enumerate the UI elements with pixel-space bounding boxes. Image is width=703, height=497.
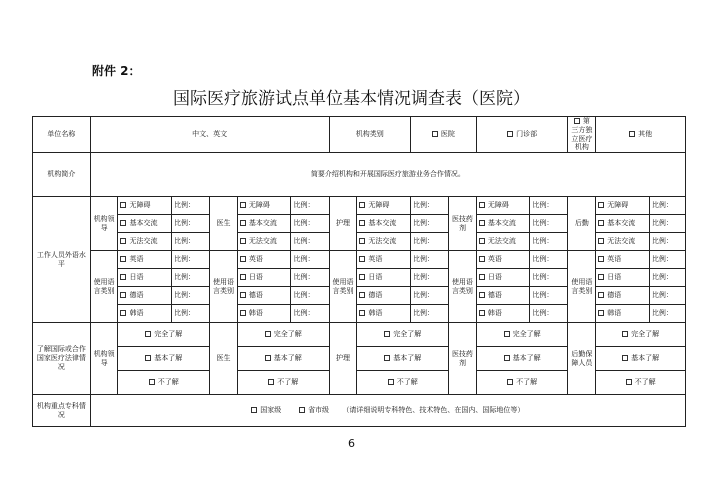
ratio-field[interactable]: 比例： bbox=[530, 215, 568, 233]
ratio-field[interactable]: 比例： bbox=[291, 269, 329, 287]
knowledge-option[interactable]: 基本了解 bbox=[476, 347, 568, 371]
checkbox-icon[interactable] bbox=[359, 274, 365, 280]
language-option[interactable]: 英语 bbox=[357, 251, 411, 269]
checkbox-icon[interactable] bbox=[507, 379, 513, 385]
checkbox-icon[interactable] bbox=[149, 379, 155, 385]
checkbox-icon[interactable] bbox=[598, 292, 604, 298]
group-medtech: 医技药剂 bbox=[449, 197, 477, 251]
page-title: 国际医疗旅游试点单位基本情况调查表（医院） bbox=[173, 89, 530, 109]
lang-use-label: 使用语言类别 bbox=[329, 251, 357, 323]
ratio-field[interactable]: 比例： bbox=[649, 269, 685, 287]
knowledge-option[interactable]: 完全了解 bbox=[118, 323, 210, 347]
ratio-field[interactable]: 比例： bbox=[649, 215, 685, 233]
ratio-field[interactable]: 比例： bbox=[530, 197, 568, 215]
checkbox-icon[interactable] bbox=[120, 274, 126, 280]
knowledge-option[interactable]: 不了解 bbox=[357, 371, 449, 395]
ratio-field[interactable]: 比例： bbox=[172, 215, 210, 233]
group-doctors: 医生 bbox=[210, 197, 238, 251]
row-intro bbox=[33, 153, 686, 197]
option-other[interactable]: 其他 bbox=[596, 117, 686, 153]
category-label: 机构类别 bbox=[329, 117, 410, 153]
group-nursing: 护理 bbox=[329, 323, 357, 395]
language-option[interactable]: 韩语 bbox=[476, 305, 530, 323]
knowledge-option[interactable]: 基本了解 bbox=[237, 347, 329, 371]
checkbox-icon[interactable] bbox=[622, 331, 628, 337]
level-option[interactable]: 无法交流 bbox=[118, 233, 172, 251]
group-logistics: 后勤 bbox=[568, 197, 596, 251]
ratio-field[interactable]: 比例： bbox=[649, 287, 685, 305]
checkbox-icon[interactable] bbox=[622, 355, 628, 361]
ratio-field[interactable]: 比例： bbox=[530, 287, 568, 305]
checkbox-icon[interactable] bbox=[384, 331, 390, 337]
language-option[interactable]: 英语 bbox=[237, 251, 291, 269]
language-option[interactable]: 韩语 bbox=[357, 305, 411, 323]
language-option[interactable]: 德语 bbox=[476, 287, 530, 305]
language-option[interactable]: 日语 bbox=[476, 269, 530, 287]
ratio-field[interactable]: 比例： bbox=[410, 215, 448, 233]
checkbox-icon[interactable] bbox=[629, 131, 635, 137]
option-provincial[interactable]: 省市级 bbox=[299, 406, 329, 414]
knowledge-option[interactable]: 基本了解 bbox=[596, 347, 686, 371]
unit-name-label: 单位名称 bbox=[33, 117, 91, 153]
checkbox-icon[interactable] bbox=[626, 379, 632, 385]
level-option[interactable]: 基本交流 bbox=[118, 215, 172, 233]
level-option[interactable]: 无法交流 bbox=[237, 233, 291, 251]
level-option[interactable]: 无法交流 bbox=[596, 233, 650, 251]
staff-level-row bbox=[33, 197, 686, 215]
ratio-field[interactable]: 比例： bbox=[172, 269, 210, 287]
group-nursing: 护理 bbox=[329, 197, 357, 251]
checkbox-icon[interactable] bbox=[251, 407, 257, 413]
knowledge-option[interactable]: 不了解 bbox=[596, 371, 686, 395]
language-option[interactable]: 日语 bbox=[237, 269, 291, 287]
group-doctors: 医生 bbox=[210, 323, 238, 395]
knowledge-option[interactable]: 基本了解 bbox=[118, 347, 210, 371]
checkbox-icon[interactable] bbox=[240, 202, 246, 208]
attachment-label: 附件 2： bbox=[92, 64, 141, 78]
ratio-field[interactable]: 比例： bbox=[410, 197, 448, 215]
intro-label: 机构简介 bbox=[33, 153, 91, 197]
checkbox-icon[interactable] bbox=[299, 407, 305, 413]
checkbox-icon[interactable] bbox=[359, 292, 365, 298]
ratio-field[interactable]: 比例： bbox=[172, 251, 210, 269]
knowledge-option[interactable]: 完全了解 bbox=[357, 323, 449, 347]
page-number: 6 bbox=[348, 437, 355, 450]
lang-use-label: 使用语言类别 bbox=[90, 251, 118, 323]
group-medtech: 医技药剂 bbox=[449, 323, 477, 395]
language-option[interactable]: 韩语 bbox=[118, 305, 172, 323]
checkbox-icon[interactable] bbox=[120, 238, 126, 244]
checkbox-icon[interactable] bbox=[240, 256, 246, 262]
ratio-field[interactable]: 比例： bbox=[291, 233, 329, 251]
level-option[interactable]: 无法交流 bbox=[357, 233, 411, 251]
ratio-field[interactable]: 比例： bbox=[649, 197, 685, 215]
knowledge-option[interactable]: 不了解 bbox=[237, 371, 329, 395]
language-option[interactable]: 德语 bbox=[118, 287, 172, 305]
checkbox-icon[interactable] bbox=[240, 274, 246, 280]
lang-use-label: 使用语言类别 bbox=[210, 251, 238, 323]
checkbox-icon[interactable] bbox=[359, 220, 365, 226]
ratio-field[interactable]: 比例： bbox=[410, 287, 448, 305]
ratio-field[interactable]: 比例： bbox=[172, 305, 210, 323]
ratio-field[interactable]: 比例： bbox=[530, 251, 568, 269]
option-third-party[interactable]: 第三方独立医疗机构 bbox=[568, 117, 596, 153]
survey-table bbox=[32, 116, 686, 427]
language-option[interactable]: 英语 bbox=[118, 251, 172, 269]
ratio-field[interactable]: 比例： bbox=[530, 305, 568, 323]
checkbox-icon[interactable] bbox=[479, 310, 485, 316]
checkbox-icon[interactable] bbox=[120, 292, 126, 298]
staff-language-row bbox=[33, 251, 686, 269]
checkbox-icon[interactable] bbox=[479, 220, 485, 226]
staff-language-label: 工作人员外语水平 bbox=[33, 197, 91, 323]
level-option[interactable]: 无障碍 bbox=[357, 197, 411, 215]
level-option[interactable]: 基本交流 bbox=[596, 215, 650, 233]
knowledge-row bbox=[33, 323, 686, 347]
ratio-field[interactable]: 比例： bbox=[291, 251, 329, 269]
option-national[interactable]: 国家级 bbox=[251, 406, 281, 414]
ratio-field[interactable]: 比例： bbox=[410, 269, 448, 287]
checkbox-icon[interactable] bbox=[120, 202, 126, 208]
row-unit-name bbox=[33, 117, 686, 153]
checkbox-icon[interactable] bbox=[240, 292, 246, 298]
language-option[interactable]: 德语 bbox=[357, 287, 411, 305]
level-option[interactable]: 无障碍 bbox=[118, 197, 172, 215]
checkbox-icon[interactable] bbox=[479, 292, 485, 298]
row-key-specialty bbox=[33, 395, 686, 427]
language-option[interactable]: 德语 bbox=[237, 287, 291, 305]
key-specialty-note: （请详细说明专科特色、技术特色、在国内、国际地位等） bbox=[342, 406, 525, 415]
ratio-field[interactable]: 比例： bbox=[291, 287, 329, 305]
level-option[interactable]: 基本交流 bbox=[357, 215, 411, 233]
language-option[interactable]: 日语 bbox=[118, 269, 172, 287]
language-option[interactable]: 日语 bbox=[357, 269, 411, 287]
checkbox-icon[interactable] bbox=[268, 379, 274, 385]
checkbox-icon[interactable] bbox=[479, 274, 485, 280]
option-hospital[interactable]: 医院 bbox=[410, 117, 476, 153]
checkbox-icon[interactable] bbox=[265, 355, 271, 361]
checkbox-icon[interactable] bbox=[120, 310, 126, 316]
checkbox-icon[interactable] bbox=[359, 202, 365, 208]
checkbox-icon[interactable] bbox=[145, 355, 151, 361]
checkbox-icon[interactable] bbox=[240, 238, 246, 244]
knowledge-option[interactable]: 完全了解 bbox=[596, 323, 686, 347]
knowledge-option[interactable]: 完全了解 bbox=[476, 323, 568, 347]
lang-use-label: 使用语言类别 bbox=[568, 251, 596, 323]
checkbox-icon[interactable] bbox=[388, 379, 394, 385]
checkbox-icon[interactable] bbox=[432, 131, 438, 137]
checkbox-icon[interactable] bbox=[504, 355, 510, 361]
level-option[interactable]: 无障碍 bbox=[476, 197, 530, 215]
language-option[interactable]: 英语 bbox=[476, 251, 530, 269]
language-option[interactable]: 英语 bbox=[596, 251, 650, 269]
level-option[interactable]: 无障碍 bbox=[237, 197, 291, 215]
unit-name-field[interactable]: 中文、英文 bbox=[90, 117, 329, 153]
ratio-field[interactable]: 比例： bbox=[649, 233, 685, 251]
checkbox-icon[interactable] bbox=[598, 256, 604, 262]
checkbox-icon[interactable] bbox=[145, 331, 151, 337]
checkbox-icon[interactable] bbox=[598, 220, 604, 226]
knowledge-option[interactable]: 不了解 bbox=[476, 371, 568, 395]
checkbox-icon[interactable] bbox=[598, 238, 604, 244]
ratio-field[interactable]: 比例： bbox=[291, 197, 329, 215]
checkbox-icon[interactable] bbox=[479, 238, 485, 244]
ratio-field[interactable]: 比例： bbox=[172, 233, 210, 251]
checkbox-icon[interactable] bbox=[359, 238, 365, 244]
checkbox-icon[interactable] bbox=[120, 256, 126, 262]
checkbox-icon[interactable] bbox=[479, 202, 485, 208]
level-option[interactable]: 基本交流 bbox=[237, 215, 291, 233]
checkbox-icon[interactable] bbox=[574, 118, 580, 124]
ratio-field[interactable]: 比例： bbox=[410, 233, 448, 251]
group-leaders: 机构领导 bbox=[90, 323, 118, 395]
knowledge-label: 了解国际或合作国家医疗法律情况 bbox=[33, 323, 91, 395]
key-specialty-label: 机构重点专科情况 bbox=[33, 395, 91, 427]
knowledge-option[interactable]: 基本了解 bbox=[357, 347, 449, 371]
ratio-field[interactable]: 比例： bbox=[172, 197, 210, 215]
group-support: 后勤保障人员 bbox=[568, 323, 596, 395]
language-option[interactable]: 韩语 bbox=[596, 305, 650, 323]
language-option[interactable]: 日语 bbox=[596, 269, 650, 287]
checkbox-icon[interactable] bbox=[479, 256, 485, 262]
checkbox-icon[interactable] bbox=[359, 256, 365, 262]
ratio-field[interactable]: 比例： bbox=[291, 215, 329, 233]
checkbox-icon[interactable] bbox=[240, 220, 246, 226]
key-specialty-field[interactable] bbox=[90, 395, 685, 427]
checkbox-icon[interactable] bbox=[598, 310, 604, 316]
checkbox-icon[interactable] bbox=[384, 355, 390, 361]
checkbox-icon[interactable] bbox=[359, 310, 365, 316]
group-leaders: 机构领导 bbox=[90, 197, 118, 251]
level-option[interactable]: 基本交流 bbox=[476, 215, 530, 233]
knowledge-option[interactable]: 完全了解 bbox=[237, 323, 329, 347]
knowledge-option[interactable]: 不了解 bbox=[118, 371, 210, 395]
intro-field[interactable]: 简要介绍机构和开展国际医疗旅游业务合作情况。 bbox=[90, 153, 685, 197]
ratio-field[interactable]: 比例： bbox=[410, 305, 448, 323]
checkbox-icon[interactable] bbox=[120, 220, 126, 226]
checkbox-icon[interactable] bbox=[504, 331, 510, 337]
ratio-field[interactable]: 比例： bbox=[530, 269, 568, 287]
checkbox-icon[interactable] bbox=[265, 331, 271, 337]
checkbox-icon[interactable] bbox=[507, 131, 513, 137]
ratio-field[interactable]: 比例： bbox=[291, 305, 329, 323]
language-option[interactable]: 韩语 bbox=[237, 305, 291, 323]
lang-use-label: 使用语言类别 bbox=[449, 251, 477, 323]
ratio-field[interactable]: 比例： bbox=[410, 251, 448, 269]
checkbox-icon[interactable] bbox=[598, 274, 604, 280]
ratio-field[interactable]: 比例： bbox=[649, 251, 685, 269]
option-clinic[interactable]: 门诊部 bbox=[476, 117, 568, 153]
checkbox-icon[interactable] bbox=[598, 202, 604, 208]
level-option[interactable]: 无障碍 bbox=[596, 197, 650, 215]
ratio-field[interactable]: 比例： bbox=[649, 305, 685, 323]
language-option[interactable]: 德语 bbox=[596, 287, 650, 305]
checkbox-icon[interactable] bbox=[240, 310, 246, 316]
level-option[interactable]: 无法交流 bbox=[476, 233, 530, 251]
ratio-field[interactable]: 比例： bbox=[172, 287, 210, 305]
ratio-field[interactable]: 比例： bbox=[530, 233, 568, 251]
